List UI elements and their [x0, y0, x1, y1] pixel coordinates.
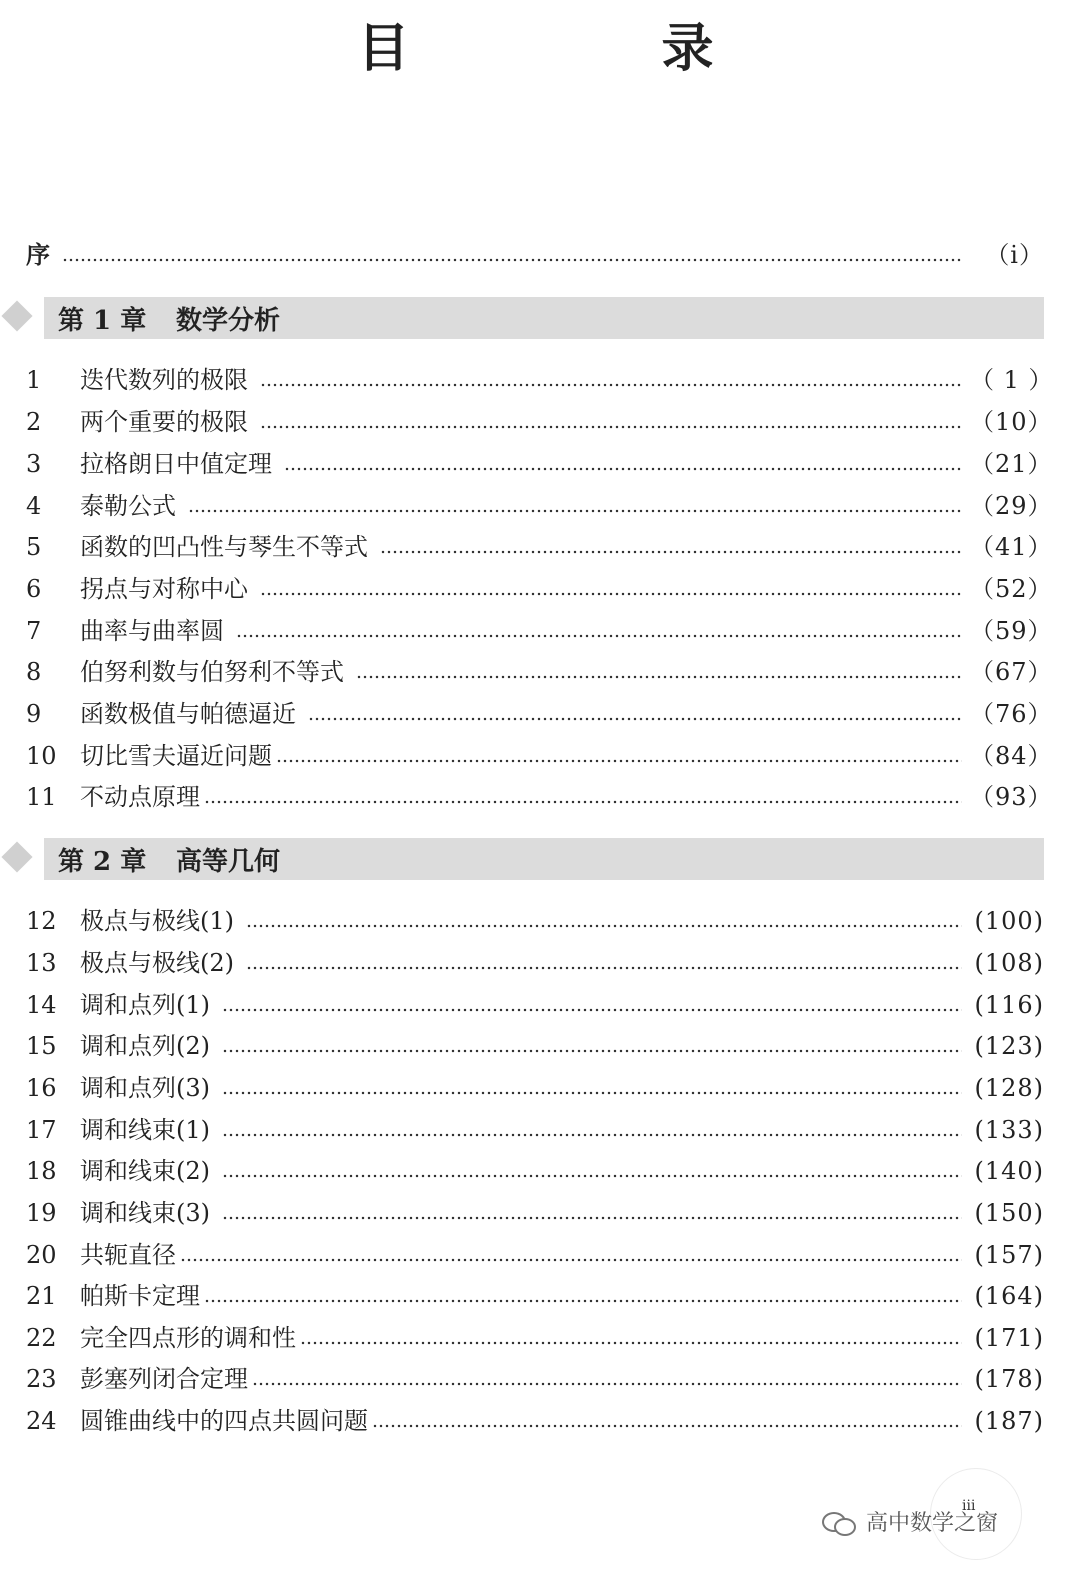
toc-page-number: (157) [974, 1241, 1044, 1269]
watermark-text: 高中数学之窗 [866, 1511, 999, 1536]
toc-page-number: (100) [974, 907, 1044, 935]
leader-dots [260, 425, 962, 429]
chapter-name: 数学分析 [176, 305, 281, 336]
toc-entry[interactable] [26, 1031, 1044, 1061]
page-number: ⅲ [962, 1498, 976, 1514]
leader-dots [180, 1258, 962, 1262]
toc-entry-title: 调和线束(1) [80, 1116, 210, 1144]
toc-entry-title: 彭塞列闭合定理 [80, 1365, 248, 1393]
toc-entry-number: 6 [26, 575, 42, 603]
toc-entry[interactable] [26, 948, 1044, 978]
toc-entry[interactable] [26, 449, 1053, 479]
toc-entry-title: 圆锥曲线中的四点共圆问题 [80, 1407, 368, 1435]
toc-entry-title: 函数极值与帕德逼近 [80, 700, 296, 728]
leader-dots [380, 550, 962, 554]
toc-entry-title: 曲率与曲率圆 [80, 617, 224, 645]
toc-entry-title: 调和点列(3) [80, 1074, 210, 1102]
diamond-icon [1, 300, 32, 331]
toc-page-number: (187) [974, 1407, 1044, 1435]
toc-entry-number: 1 [26, 366, 42, 394]
toc-page-number: (108) [974, 949, 1044, 977]
toc-entry-title: 泰勒公式 [80, 492, 176, 520]
toc-entry-title: 函数的凹凸性与琴生不等式 [80, 533, 368, 561]
leader-dots [260, 383, 962, 387]
leader-dots [284, 467, 962, 471]
toc-entry-number: 2 [26, 408, 42, 436]
leader-dots [246, 924, 962, 928]
chapter-header-2 [0, 838, 1048, 880]
leader-dots [356, 675, 962, 679]
toc-entry[interactable] [26, 1240, 1044, 1270]
leader-dots [276, 759, 962, 763]
chapter-name: 高等几何 [176, 846, 281, 877]
toc-preface-row[interactable] [26, 240, 1044, 270]
toc-entry[interactable] [26, 616, 1053, 646]
toc-entry[interactable] [26, 1198, 1044, 1228]
leader-dots [188, 509, 962, 513]
toc-entry-title: 迭代数列的极限 [80, 366, 248, 394]
leader-dots [260, 592, 962, 596]
toc-entry-number: 9 [26, 700, 42, 728]
toc-entry-number: 20 [26, 1241, 57, 1269]
diamond-icon [1, 841, 32, 872]
leader-dots [222, 1174, 962, 1178]
toc-page-number: (178) [974, 1365, 1044, 1393]
toc-entry-title: 两个重要的极限 [80, 408, 248, 436]
leader-dots [222, 1216, 962, 1220]
leader-dots [308, 717, 962, 721]
toc-page-number: （ⅰ） [985, 241, 1044, 269]
toc-entry-number: 13 [26, 949, 57, 977]
chapter-header-1 [0, 297, 1048, 339]
toc-entry[interactable] [26, 407, 1053, 437]
toc-entry-title: 切比雪夫逼近问题 [80, 742, 272, 770]
toc-entry-number: 18 [26, 1157, 57, 1185]
toc-page-number: (128) [974, 1074, 1044, 1102]
toc-entry[interactable] [26, 491, 1053, 521]
toc-entry-title: 调和点列(1) [80, 991, 210, 1019]
page-title: 目 录 [357, 19, 814, 79]
toc-entry-title: 完全四点形的调和性 [80, 1324, 296, 1352]
leader-dots [236, 634, 962, 638]
toc-page-number: (116) [974, 991, 1044, 1019]
toc-entry-number: 3 [26, 450, 42, 478]
toc-entry-title: 伯努利数与伯努利不等式 [80, 658, 344, 686]
chapter-number: 第 1 章 [58, 305, 147, 336]
chapter-bar [44, 838, 1044, 880]
toc-page-number: （59） [970, 617, 1053, 645]
toc-page-number: （76） [970, 700, 1053, 728]
toc-page-number: （21） [970, 450, 1053, 478]
toc-entry[interactable] [26, 1281, 1044, 1311]
toc-entry-number: 14 [26, 991, 57, 1019]
toc-page-number: （41） [970, 533, 1053, 561]
toc-entry[interactable] [26, 574, 1053, 604]
toc-page-number: （93） [970, 783, 1053, 811]
toc-entry-number: 4 [26, 492, 42, 520]
toc-entry-number: 22 [26, 1324, 57, 1352]
toc-entry-title: 调和线束(2) [80, 1157, 210, 1185]
toc-entry-title: 极点与极线(2) [80, 949, 234, 977]
leader-dots [204, 1299, 962, 1303]
toc-entry-number: 12 [26, 907, 57, 935]
toc-page-number: （84） [970, 742, 1053, 770]
toc-page-number: (150) [974, 1199, 1044, 1227]
toc-page-number: (164) [974, 1282, 1044, 1310]
toc-entry-number: 5 [26, 533, 42, 561]
toc-entry[interactable] [26, 1323, 1044, 1353]
toc-entry-number: 23 [26, 1365, 57, 1393]
toc-entry[interactable] [26, 906, 1044, 936]
leader-dots [222, 1008, 962, 1012]
toc-page-number: (123) [974, 1032, 1044, 1060]
toc-entry[interactable] [26, 657, 1053, 687]
toc-page-number: （67） [970, 658, 1053, 686]
toc-page-number: （ 1 ） [970, 366, 1054, 394]
toc-entry[interactable] [26, 990, 1044, 1020]
toc-entry[interactable] [26, 532, 1053, 562]
toc-entry-title: 拉格朗日中值定理 [80, 450, 272, 478]
leader-dots [222, 1049, 962, 1053]
toc-page-number: （29） [970, 492, 1053, 520]
toc-page-number: （10） [970, 408, 1053, 436]
toc-entry[interactable] [26, 1073, 1044, 1103]
toc-entry-number: 17 [26, 1116, 57, 1144]
toc-entry-title: 不动点原理 [80, 783, 200, 811]
toc-page-number: （52） [970, 575, 1053, 603]
leader-dots [246, 966, 962, 970]
leader-dots [372, 1424, 962, 1428]
leader-dots [62, 258, 962, 262]
toc-entry[interactable] [26, 699, 1053, 729]
toc-entry-title: 帕斯卡定理 [80, 1282, 200, 1310]
toc-entry[interactable] [26, 1115, 1044, 1145]
toc-entry[interactable] [26, 741, 1053, 771]
toc-entry-number: 19 [26, 1199, 57, 1227]
toc-entry-number: 16 [26, 1074, 57, 1102]
toc-entry-title: 拐点与对称中心 [80, 575, 248, 603]
toc-entry-number: 15 [26, 1032, 57, 1060]
toc-page-number: (171) [974, 1324, 1044, 1352]
leader-dots [252, 1382, 962, 1386]
toc-entry[interactable] [26, 782, 1053, 812]
toc-entry[interactable] [26, 1364, 1044, 1394]
toc-page-number: (133) [974, 1116, 1044, 1144]
wechat-icon [822, 1510, 856, 1534]
toc-entry-title: 调和线束(3) [80, 1199, 210, 1227]
toc-entry-number: 8 [26, 658, 42, 686]
toc-entry[interactable] [26, 1406, 1044, 1436]
toc-entry-title: 共轭直径 [80, 1241, 176, 1269]
toc-entry-title: 调和点列(2) [80, 1032, 210, 1060]
chapter-number: 第 2 章 [58, 846, 147, 877]
toc-entry-number: 7 [26, 617, 42, 645]
toc-preface-label: 序 [26, 240, 50, 269]
leader-dots [222, 1133, 962, 1137]
toc-entry-number: 21 [26, 1282, 57, 1310]
toc-page-number: (140) [974, 1157, 1044, 1185]
leader-dots [300, 1341, 962, 1345]
toc-entry-number: 10 [26, 742, 57, 770]
toc-entry-title: 极点与极线(1) [80, 907, 234, 935]
watermark [822, 1506, 998, 1537]
toc-entry[interactable] [26, 365, 1054, 395]
chapter-bar [44, 297, 1044, 339]
toc-entry-number: 11 [26, 783, 57, 811]
leader-dots [222, 1091, 962, 1095]
toc-entry[interactable] [26, 1156, 1044, 1186]
toc-entry-number: 24 [26, 1407, 57, 1435]
leader-dots [204, 800, 962, 804]
